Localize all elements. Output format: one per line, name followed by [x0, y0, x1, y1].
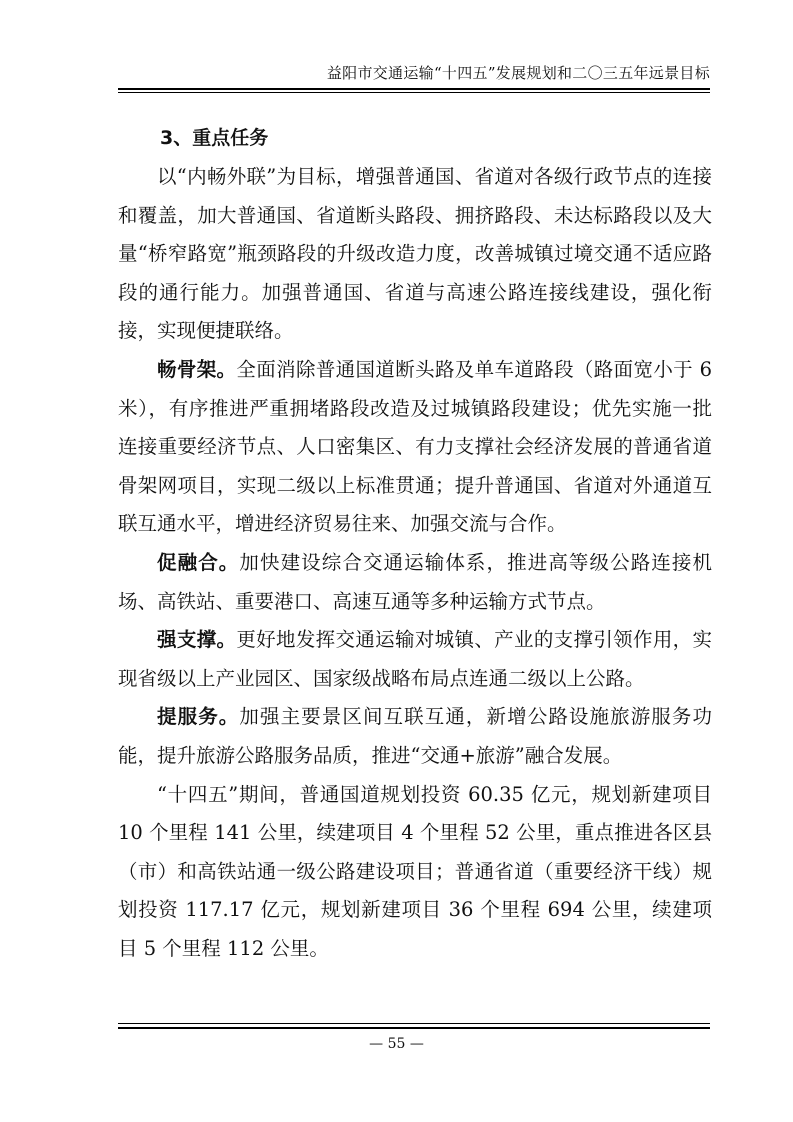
lead-service: 提服务。	[157, 705, 240, 729]
lead-support: 强支撑。	[157, 628, 237, 652]
lead-skeleton: 畅骨架。	[157, 357, 237, 381]
footer-rule-thick	[118, 1027, 710, 1029]
paragraph-service	[118, 698, 712, 775]
header-rule-thick	[118, 88, 710, 90]
paragraph-support	[118, 621, 712, 698]
page-content	[118, 118, 712, 968]
body-skeleton: 全面消除普通国道断头路及单车道路段（路面宽小于 6 米），有序推进严重拥堵路段改造及过城镇路段建设；优先实施一批连接重要经济节点、人口密集区、有力支撑社会经济发展的普通省道骨架网项目，实现二级以上标准贯通；提升普通国、省道对外通道互联互通水平，增进经济贸易往来、加强交流与合作。	[118, 357, 712, 536]
body-service: 加强主要景区间互联互通，新增公路设施旅游服务功能，提升旅游公路服务品质，推进“交通+旅游”融合发展。	[118, 705, 712, 767]
paragraph-intro: 以“内畅外联”为目标，增强普通国、省道对各级行政节点的连接和覆盖，加大普通国、省道断头路段、拥挤路段、未达标路段以及大量“桥窄路宽”瓶颈路段的升级改造力度，改善城镇过境交通不适应路段的通行能力。加强普通国、省道与高速公路连接线建设，强化衔接，实现便捷联络。	[118, 165, 712, 343]
section-heading: 3、重点任务	[160, 127, 269, 149]
footer-rule-thin	[118, 1023, 710, 1024]
page-number: — 55 —	[369, 1036, 424, 1052]
paragraph-investment: “十四五”期间，普通国道规划投资 60.35 亿元，规划新建项目 10 个里程 141 公里，续建项目 4 个里程 52 公里，重点推进各区县（市）和高铁站通一级公路建设项目；普通省道（重要经济干线）规划投资 117.17 亿元，规划新建项目 36 个里程 694 公里，续建项目 5 个里程 112 公里。	[118, 782, 712, 960]
body-support: 更好地发挥交通运输对城镇、产业的支撑引领作用，实现省级以上产业园区、国家级战略布局点连通二级以上公路。	[118, 628, 712, 690]
lead-integration: 促融合。	[157, 550, 240, 574]
paragraph-integration	[118, 544, 712, 621]
paragraph-skeleton	[118, 351, 712, 544]
header-title: 益阳市交通运输“十四五”发展规划和二〇三五年远景目标	[326, 64, 710, 82]
header-rule-thin	[118, 92, 710, 93]
body-integration: 加快建设综合交通运输体系，推进高等级公路连接机场、高铁站、重要港口、高速互通等多种运输方式节点。	[118, 550, 712, 613]
